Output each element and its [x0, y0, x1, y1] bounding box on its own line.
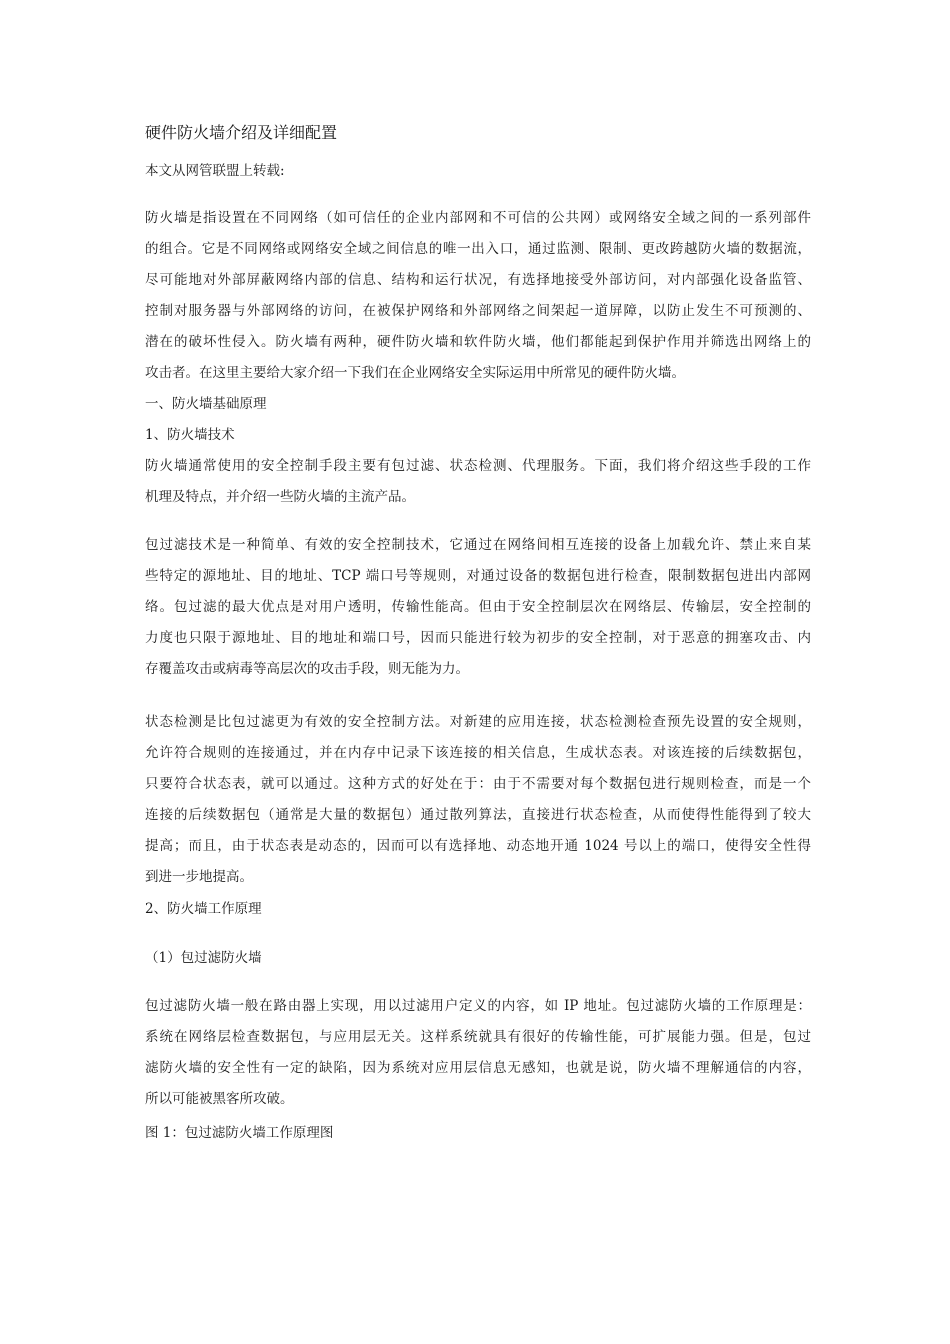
- paragraph-line: 攻击者。在这里主要给大家介绍一下我们在企业网络安全实际运用中所常见的硬件防火墙。: [145, 365, 685, 381]
- paragraph-line: 连接的后续数据包（通常是大量的数据包）通过散列算法，直接进行状态检查，从而使得性能得到了较大: [145, 807, 811, 823]
- paragraph-line: 所以可能被黑客所攻破。: [145, 1091, 294, 1107]
- section-heading: 一、防火墙基础原理: [145, 396, 267, 412]
- paragraph-line: 允许符合规则的连接通过，并在内存中记录下该连接的相关信息，生成状态表。对该连接的后续数据包，: [145, 745, 811, 761]
- paragraph-line: 机理及特点，并介绍一些防火墙的主流产品。: [145, 489, 415, 505]
- paragraph-line: 滤防火墙的安全性有一定的缺陷，因为系统对应用层信息无感知，也就是说，防火墙不理解通信的内容，: [145, 1060, 811, 1076]
- paragraph-line: 力度也只限于源地址、目的地址和端口号，因而只能进行较为初步的安全控制，对于恶意的拥塞攻击、内: [145, 630, 811, 646]
- paragraph-line: 防火墙通常使用的安全控制手段主要有包过滤、状态检测、代理服务。下面，我们将介绍这些手段的工作: [145, 458, 811, 474]
- subsection-heading: 2、防火墙工作原理: [145, 901, 262, 917]
- packet-filter-firewall-paragraph: [145, 991, 811, 1115]
- tech-paragraph: [145, 451, 811, 513]
- paragraph-line: 些特定的源地址、目的地址、TCP 端口号等规则，对通过设备的数据包进行检查，限制数据包进出内部网: [145, 568, 811, 584]
- intro-paragraph: [145, 203, 811, 389]
- paragraph-line: 只要符合状态表，就可以通过。这种方式的好处在于：由于不需要对每个数据包进行规则检查，而是一个: [145, 776, 811, 792]
- paragraph-line: 存覆盖攻击或病毒等高层次的攻击手段，则无能为力。: [145, 661, 469, 677]
- paragraph-line: 包过滤防火墙一般在路由器上实现，用以过滤用户定义的内容，如 IP 地址。包过滤防火墙的工作原理是：: [145, 998, 811, 1014]
- stateful-inspection-paragraph: [145, 707, 811, 893]
- subsection-heading: （1）包过滤防火墙: [145, 950, 262, 966]
- paragraph-line: 系统在网络层检查数据包，与应用层无关。这样系统就具有很好的传输性能，可扩展能力强。但是，包过: [145, 1029, 811, 1045]
- paragraph-line: 的组合。它是不同网络或网络安全域之间信息的唯一出入口，通过监测、限制、更改跨越防火墙的数据流，: [145, 241, 811, 257]
- paragraph-line: 潜在的破坏性侵入。防火墙有两种，硬件防火墙和软件防火墙，他们都能起到保护作用并筛选出网络上的: [145, 334, 811, 350]
- paragraph-line: 提高；而且，由于状态表是动态的，因而可以有选择地、动态地开通 1024 号以上的端口，使得安全性得: [145, 838, 811, 854]
- source-note: 本文从网管联盟上转载:: [145, 163, 285, 179]
- subsection-heading: 1、防火墙技术: [145, 427, 235, 443]
- paragraph-line: 防火墙是指设置在不同网络（如可信任的企业内部网和不可信的公共网）或网络安全域之间的一系列部件: [145, 210, 811, 226]
- paragraph-line: 控制对服务器与外部网络的访问，在被保护网络和外部网络之间架起一道屏障，以防止发生不可预测的、: [145, 303, 811, 319]
- paragraph-line: 状态检测是比包过滤更为有效的安全控制方法。对新建的应用连接，状态检测检查预先设置的安全规则，: [145, 714, 811, 730]
- packet-filter-paragraph: [145, 530, 811, 685]
- paragraph-line: 包过滤技术是一种简单、有效的安全控制技术，它通过在网络间相互连接的设备上加载允许、禁止来自某: [145, 537, 811, 553]
- paragraph-line: 络。包过滤的最大优点是对用户透明，传输性能高。但由于安全控制层次在网络层、传输层，安全控制的: [145, 599, 811, 615]
- paragraph-line: 尽可能地对外部屏蔽网络内部的信息、结构和运行状况，有选择地接受外部访问，对内部强化设备监管、: [145, 272, 811, 288]
- paragraph-line: 到进一步地提高。: [145, 869, 253, 885]
- figure-caption: 图 1：包过滤防火墙工作原理图: [145, 1125, 334, 1141]
- document-title: 硬件防火墙介绍及详细配置: [145, 123, 338, 142]
